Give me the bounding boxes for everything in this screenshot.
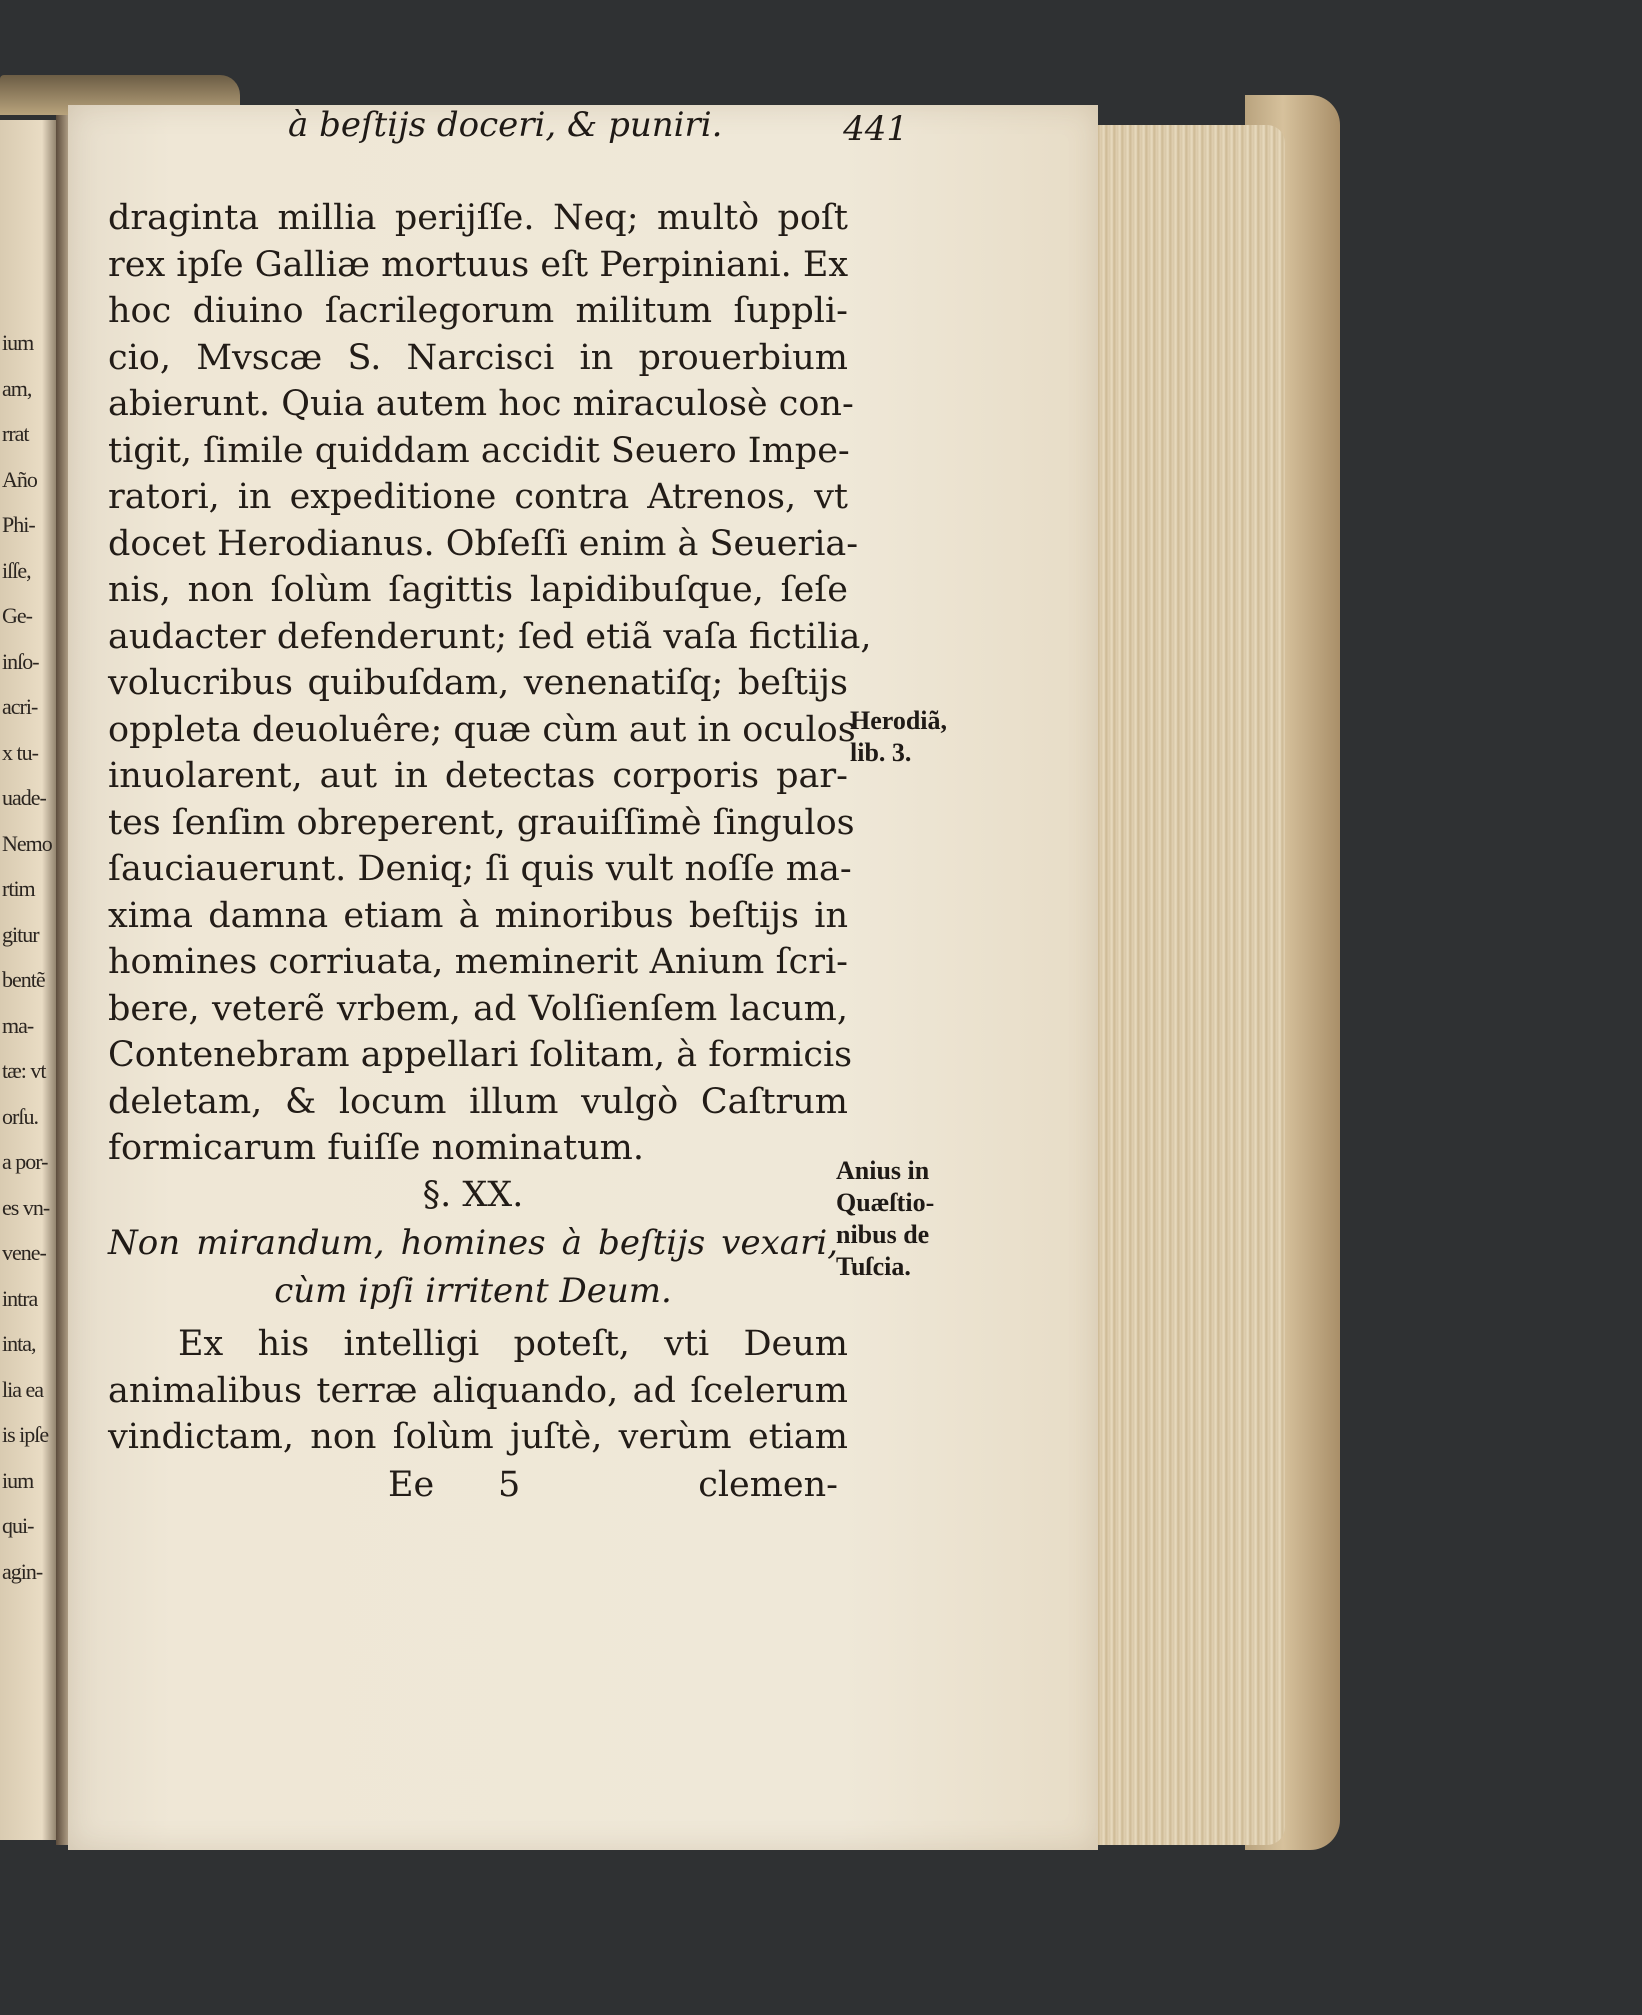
left-page-fragment: Ge- xyxy=(2,603,32,628)
signature-mark: Ee xyxy=(388,1465,435,1505)
page-header xyxy=(178,105,908,155)
book xyxy=(0,95,1350,1845)
running-title: à beſtijs doceri, & puniri. xyxy=(288,105,723,145)
body-text xyxy=(108,195,872,1172)
left-page-fragment: Phi- xyxy=(2,512,35,537)
text-line: docet Herodianus. Obſeſſi enim à Seueria- xyxy=(108,523,859,564)
margin-note-line: Tuſcia. xyxy=(836,1252,911,1281)
left-page-fragment: Año xyxy=(2,466,37,492)
text-line: rex ipſe Galliæ mortuus eſt Perpiniani. Ex xyxy=(108,244,849,285)
text-line: volucribus quibuſdam, venenatiſq; beſtijs xyxy=(108,663,848,703)
left-page-fragment: Nemo xyxy=(2,830,52,856)
left-page-fragment: agin- xyxy=(2,1558,43,1584)
signature-number: 5 xyxy=(498,1465,521,1505)
text-line: hoc diuino ſacrilegorum militum ſuppli- xyxy=(108,291,848,331)
left-page-fragment: intra xyxy=(2,1285,38,1311)
text-line: audacter defenderunt; ſed etiã vaſa fictilia, xyxy=(108,616,872,657)
left-page-fragment: a por- xyxy=(2,1149,48,1174)
section-title-line-1: Non mirandum, homines à beſtijs vexari, xyxy=(108,1223,838,1263)
left-page-fragment: lia ea xyxy=(2,1376,44,1402)
left-page-fragment: ma- xyxy=(2,1012,34,1038)
margin-note-line: Anius in xyxy=(836,1156,930,1185)
left-page-fragment: orſu. xyxy=(2,1103,38,1129)
left-page-fragment: es vn- xyxy=(2,1194,50,1220)
margin-note-herodian xyxy=(850,705,947,769)
left-page xyxy=(0,120,60,1840)
text-line: bere, veterẽ vrbem, ad Volſienſem lacum, xyxy=(108,988,848,1029)
left-page-fragment: acri- xyxy=(2,694,38,719)
left-page-fragment: bentẽ xyxy=(2,967,45,992)
text-line: tigit, ſimile quiddam accidit Seuero Impe- xyxy=(108,430,850,471)
left-page-fragment: rtim xyxy=(2,876,35,901)
text-line: cio, Mvscæ S. Narcisci in prouerbium xyxy=(108,337,848,378)
left-page-fragment: x tu- xyxy=(2,739,38,765)
page-footer xyxy=(108,1465,838,1515)
left-page-fragment: ium xyxy=(2,330,34,355)
left-page-fragment: inſo- xyxy=(2,648,39,674)
margin-note-line: Herodiã, xyxy=(850,706,948,735)
margin-note-line: Quæſtio- xyxy=(836,1188,935,1217)
left-page-fragment: gitur xyxy=(2,921,39,947)
text-line: oppleta deuoluêre; quæ cùm aut in oculos xyxy=(108,709,856,750)
text-line: tes ſenſim obreperent, grauiſſimè ſingulos xyxy=(108,802,855,843)
left-page-fragment: qui- xyxy=(2,1513,34,1538)
text-line: deletam, & locum illum vulgò Caſtrum xyxy=(108,1081,848,1122)
text-line: Contenebram appellari ſolitam, à formicis xyxy=(108,1035,853,1075)
right-page xyxy=(68,105,1098,1850)
text-line: animalibus terræ aliquando, ad ſcelerum xyxy=(108,1370,848,1411)
catchword: clemen- xyxy=(698,1465,838,1505)
left-page-fragment: ium xyxy=(2,1467,34,1493)
page-edges xyxy=(1085,125,1285,1845)
margin-note-line: nibus de xyxy=(836,1220,930,1249)
text-line: Ex his intelligi poteſt, vti Deum xyxy=(178,1324,848,1364)
left-page-fragment: iſſe, xyxy=(2,557,31,583)
text-line: nis, non ſolùm ſagittis lapidibuſque, ſeſe xyxy=(108,570,848,610)
left-page-fragment: uade- xyxy=(2,785,46,810)
text-line: vindictam, non ſolùm juſtè, verùm etiam xyxy=(108,1417,848,1457)
text-line: xima damna etiam à minoribus beſtijs in xyxy=(108,895,848,936)
text-line: abierunt. Quia autem hoc miraculosè con- xyxy=(108,384,854,424)
left-page-fragment: vene- xyxy=(2,1240,46,1265)
text-line: draginta millia perijſſe. Neq; multò poſt xyxy=(108,198,848,238)
left-page-fragment: is ipſe xyxy=(2,1422,49,1447)
paragraph-text xyxy=(108,1321,848,1461)
text-line: inuolarent, aut in detectas corporis par- xyxy=(108,756,848,796)
margin-note-anius xyxy=(836,1155,934,1283)
page-number: 441 xyxy=(843,109,908,149)
text-line: homines corriuata, meminerit Anium ſcri- xyxy=(108,942,848,982)
left-page-fragment: am, xyxy=(2,375,32,401)
left-page-fragment: inta, xyxy=(2,1331,36,1356)
text-line: ratori, in expeditione contra Atrenos, vt xyxy=(108,477,848,517)
text-line: ſauciauerunt. Deniq; ſi quis vult noſſe ma- xyxy=(108,849,852,889)
left-page-fragment: tæ: vt xyxy=(2,1058,46,1083)
section-title-line-2: cùm ipſi irritent Deum. xyxy=(274,1271,672,1311)
left-page-fragment: rrat xyxy=(2,421,29,446)
section-number: §. XX. xyxy=(422,1175,524,1215)
margin-note-line: lib. 3. xyxy=(850,738,912,767)
text-line: formicarum fuiſſe nominatum. xyxy=(108,1128,644,1168)
